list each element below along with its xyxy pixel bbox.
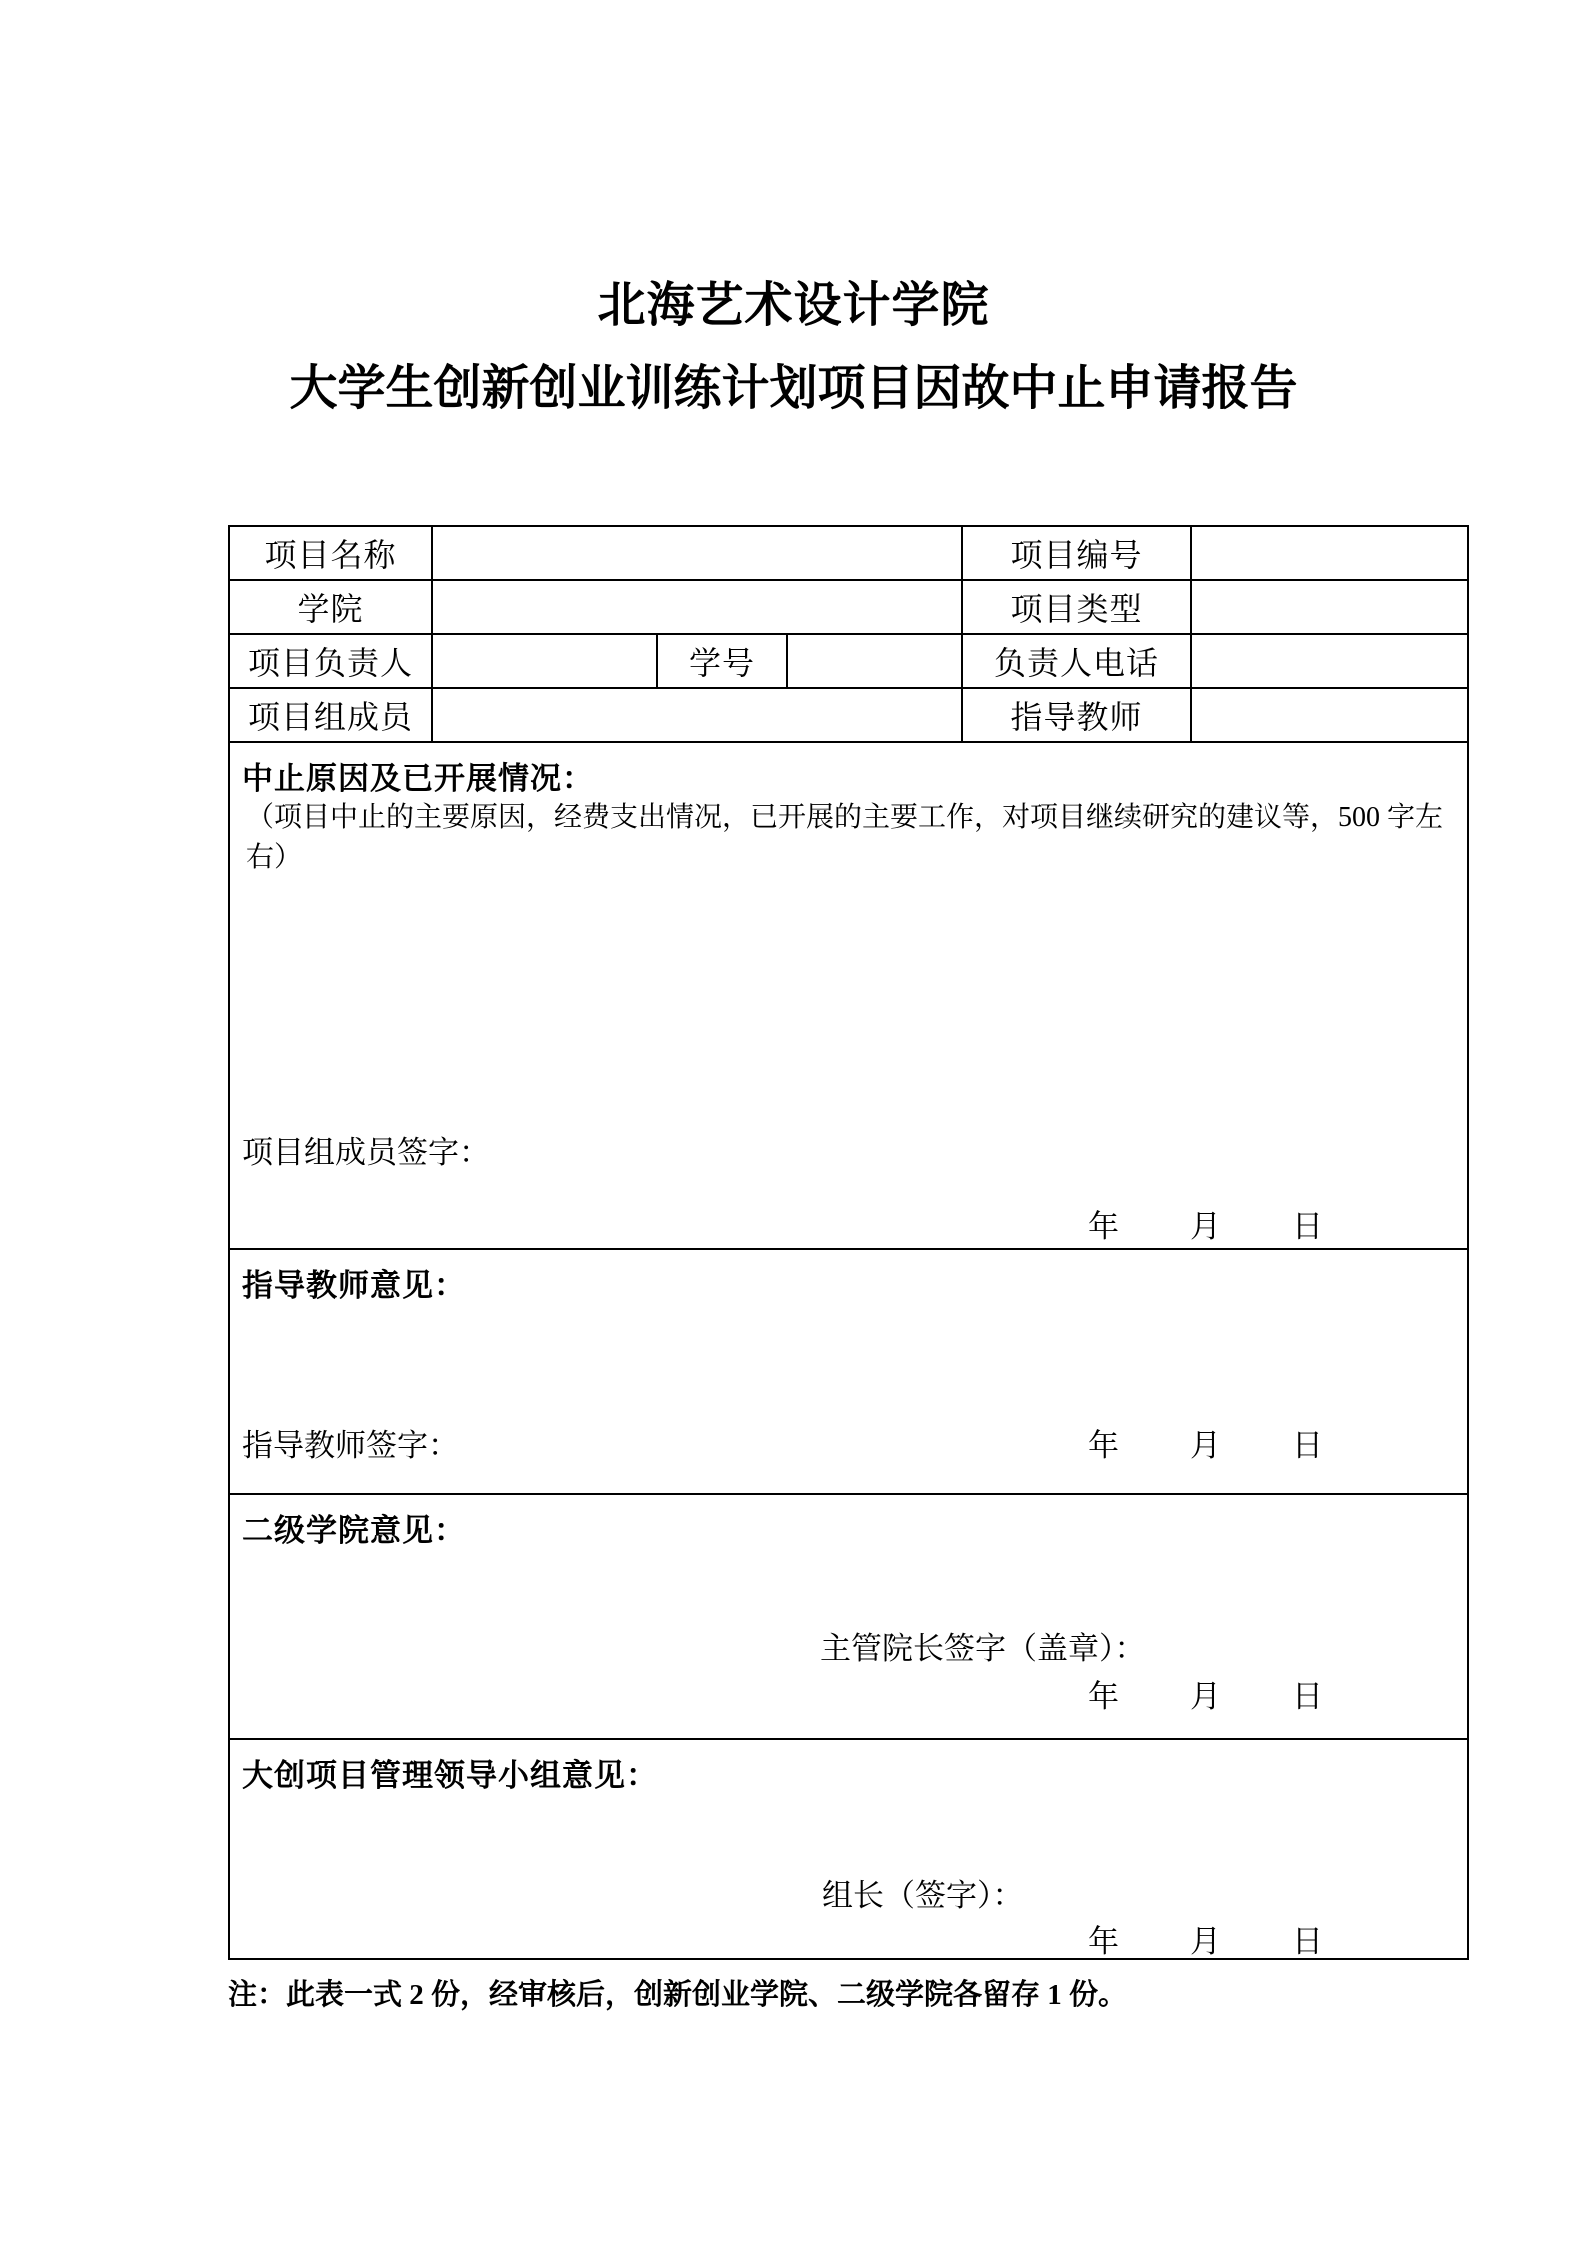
field-label-project-type: 项目类型 [963, 581, 1192, 633]
advisor-signature-label: 指导教师签字： [242, 1428, 459, 1463]
day-label: 日 [1292, 1679, 1323, 1714]
section-leading-group-opinion [230, 1740, 1467, 1958]
table-row-college [230, 581, 1467, 635]
field-label-student-id: 学号 [658, 635, 788, 687]
year-label: 年 [1088, 1209, 1119, 1244]
field-value-leader-phone [1192, 635, 1467, 687]
members-signature-label: 项目组成员签字： [242, 1135, 490, 1170]
leading-group-date-line [1088, 1916, 1323, 1961]
month-label: 月 [1190, 1924, 1221, 1959]
application-form-table [228, 525, 1469, 1960]
institution-title: 北海艺术设计学院 [597, 279, 990, 332]
leading-group-section-heading: 大创项目管理领导小组意见： [242, 1758, 658, 1793]
field-value-project-leader [433, 635, 658, 687]
field-label-project-members: 项目组成员 [230, 689, 433, 741]
form-title: 大学生创新创业训练计划项目因故中止申请报告 [289, 362, 1298, 415]
table-row-project-name [230, 527, 1467, 581]
field-value-project-type [1192, 581, 1467, 633]
field-label-college: 学院 [230, 581, 433, 633]
field-value-project-members [433, 689, 963, 741]
field-label-advisor: 指导教师 [963, 689, 1192, 741]
year-label: 年 [1088, 1428, 1119, 1463]
dean-signature-label: 主管院长签字（盖章）： [820, 1631, 1146, 1666]
field-label-project-number: 项目编号 [963, 527, 1192, 579]
college-date-line [1088, 1671, 1323, 1716]
field-label-project-name: 项目名称 [230, 527, 433, 579]
day-label: 日 [1292, 1924, 1323, 1959]
field-value-project-name [433, 527, 963, 579]
advisor-date-line [1088, 1420, 1323, 1465]
year-label: 年 [1088, 1679, 1119, 1714]
termination-section-hint: （项目中止的主要原因，经费支出情况，已开展的主要工作，对项目继续研究的建议等，500 字左右） [246, 802, 1444, 873]
field-value-advisor [1192, 689, 1467, 741]
year-label: 年 [1088, 1924, 1119, 1959]
footer-note: 注：此表一式 2 份，经审核后，创新创业学院、二级学院各留存 1 份。 [228, 1979, 1128, 2011]
month-label: 月 [1190, 1209, 1221, 1244]
section-termination-reason [230, 743, 1467, 1250]
table-row-project-leader [230, 635, 1467, 689]
section-advisor-opinion [230, 1250, 1467, 1495]
group-leader-signature-label: 组长（签字）： [822, 1878, 1024, 1913]
field-value-student-id [788, 635, 963, 687]
field-value-college [433, 581, 963, 633]
field-value-project-number [1192, 527, 1467, 579]
day-label: 日 [1292, 1428, 1323, 1463]
field-label-project-leader: 项目负责人 [230, 635, 433, 687]
college-section-heading: 二级学院意见： [242, 1513, 466, 1548]
day-label: 日 [1292, 1209, 1323, 1244]
field-label-leader-phone: 负责人电话 [963, 635, 1192, 687]
table-row-project-members [230, 689, 1467, 743]
section-college-opinion [230, 1495, 1467, 1740]
termination-date-line [1088, 1201, 1323, 1246]
month-label: 月 [1190, 1428, 1221, 1463]
termination-section-heading: 中止原因及已开展情况： [242, 761, 594, 796]
month-label: 月 [1190, 1679, 1221, 1714]
advisor-section-heading: 指导教师意见： [242, 1268, 466, 1303]
